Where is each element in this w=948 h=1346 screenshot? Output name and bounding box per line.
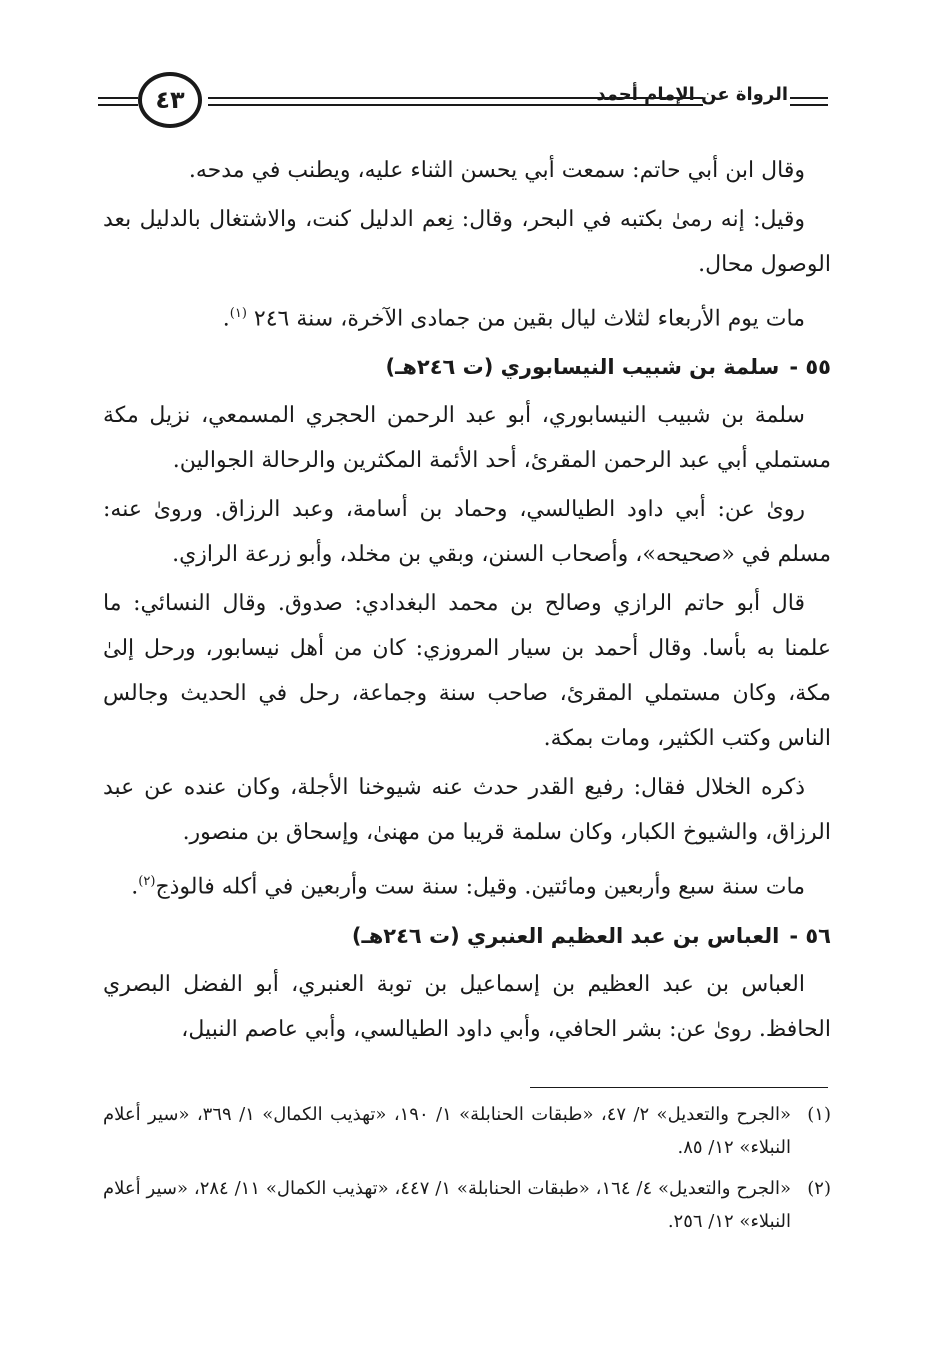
entry-heading [103,914,831,958]
footnote-ref[interactable]: (١) [229,306,247,321]
header-rule [98,97,138,99]
footnote-text: «الجرح والتعديل» ٤/ ١٦٤، «طبقات الحنابلة» ١/ ٤٤٧، «تهذيب الكمال» ١١/ ٢٨٤، «سير أعلام النبلاء» ١٢/ ٢٥٦. [103,1178,791,1232]
footnote-separator [530,1087,828,1088]
header-rule [790,97,828,99]
entry-number: ٥٥ - [789,355,831,380]
footnote [103,1098,831,1164]
paragraph-text: مات سنة سبع وأربعين ومائتين. وقيل: سنة ست وأربعين في أكله فالوذج [155,874,805,900]
footnotes [103,1098,831,1246]
footnote [103,1172,831,1238]
entry-title: سلمة بن شبيب النيسابوري (ت ٢٤٦هـ) [385,355,780,380]
paragraph: روىٰ عن: أبي داود الطيالسي، وحماد بن أسامة، وعبد الرزاق. وروىٰ عنه: مسلم في «صحيحه»، وأصحاب السنن، وبقي بن مخلد، وأبو زرعة الرازي. [103,497,831,568]
paragraph: وقال ابن أبي حاتم: سمعت أبي يحسن الثناء عليه، ويطنب في مدحه. [188,158,805,183]
paragraph: وقيل: إنه رمىٰ بكتبه في البحر، وقال: نِعم الدليل كنت، والاشتغال بالدليل بعد الوصول محال. [103,207,831,277]
running-title: الرواة عن الإمام أحمد [596,84,788,105]
paragraph: ذكره الخلال فقال: رفيع القدر حدث عنه شيوخنا الأجلة، وكان عنده عن عبد الرزاق، والشيوخ الكبار، وكان سلمة قريبا من مهنىٰ، وإسحاق بن منصور. [103,775,831,846]
paragraph: سلمة بن شبيب النيسابوري، أبو عبد الرحمن الحجري المسمعي، نزيل مكة مستملي أبي عبد الرحمن المقرئ، أحد الأئمة المكثرين والرحالة الجوالين. [103,403,831,474]
paragraph: العباس بن عبد العظيم بن إسماعيل بن توبة العنبري، أبو الفضل البصري الحافظ. روىٰ عن: بشر الحافي، وأبي داود الطيالسي، وأبي عاصم النبيل، [103,971,831,1042]
footnote-number: (١) [807,1104,831,1125]
page-header [98,70,828,140]
entry-heading [103,345,831,389]
paragraph: مات سنة سبع وأربعين ومائتين. وقيل: سنة ست وأربعين في أكله فالوذج$^{(٢)}$. [131,874,805,900]
main-text [103,148,831,1056]
header-rule [790,104,828,106]
footnote-number: (٢) [807,1178,831,1199]
entry-number: ٥٦ - [789,923,831,948]
entry-title: العباس بن عبد العظيم العنبري (ت ٢٤٦هـ) [351,923,780,948]
page-number: ٤٣ [138,72,202,128]
header-rule [98,104,138,106]
footnote-text: «الجرح والتعديل» ٢/ ٤٧، «طبقات الحنابلة» ١/ ١٩٠، «تهذيب الكمال» ١/ ٣٦٩، «سير أعلام النبلاء» ١٢/ ٨٥. [103,1104,791,1158]
paragraph: مات يوم الأربعاء لثلاث ليال بقين من جمادى الآخرة، سنة ٢٤٦ $^{(١)}$. [222,306,805,332]
paragraph-text: مات يوم الأربعاء لثلاث ليال بقين من جمادى الآخرة، سنة ٢٤٦ [253,306,805,332]
paragraph: قال أبو حاتم الرازي وصالح بن محمد البغدادي: صدوق. وقال النسائي: ما علمنا به بأسا. وقال أحمد بن سيار المروزي: كان من أهل نيسابور، ورحل إلىٰ مكة، وكان مستملي المقرئ، صاحب سنة وجماعة، رحل في الحديث وجالس الناس وكتب الكثير، ومات بمكة. [103,591,831,752]
footnote-ref[interactable]: (٢) [138,874,156,890]
